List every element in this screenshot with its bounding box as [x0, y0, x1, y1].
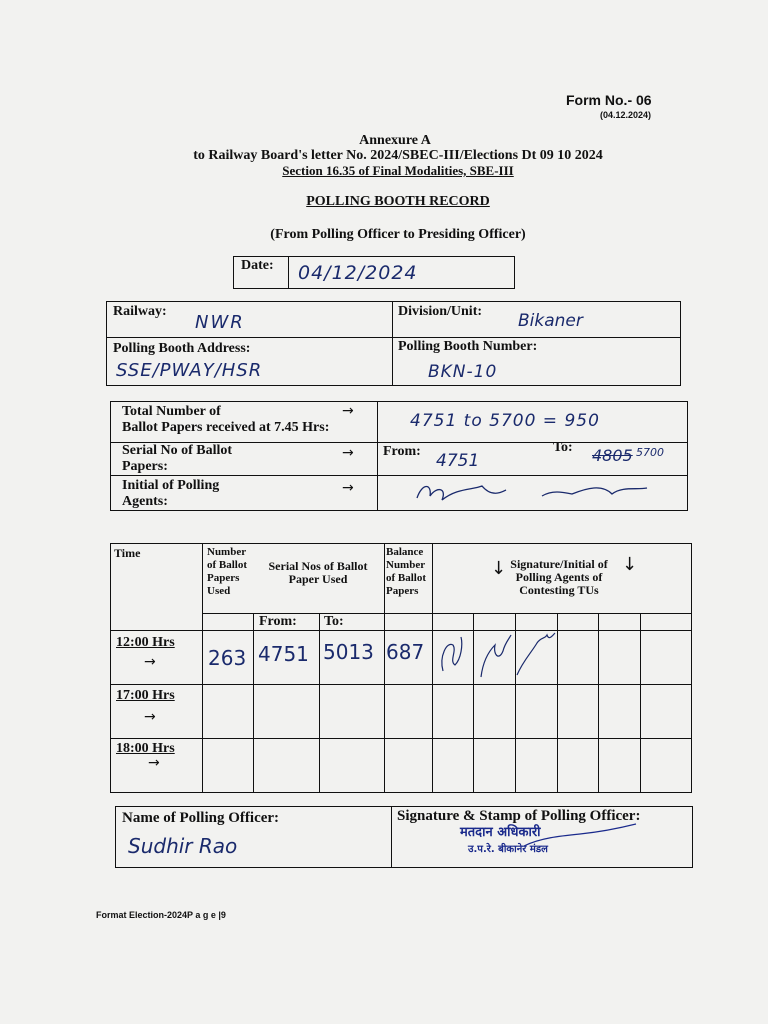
railway-value[interactable]: NWR: [195, 312, 245, 333]
division-label: Division/Unit:: [398, 304, 483, 319]
row-time: 17:00 Hrs: [116, 688, 175, 703]
serial-to-struck-value: 4805: [592, 446, 633, 465]
serial-from-label: From:: [383, 444, 421, 459]
header-from: From:: [259, 614, 297, 629]
total-ballots-label: Total Number of Ballot Papers received at 7.45 Hrs:: [122, 404, 330, 435]
stamp-line-1: मतदान अधिकारी: [460, 825, 541, 840]
serial-from-value[interactable]: 4751: [436, 451, 480, 471]
form-number: Form No.- 06: [566, 92, 652, 108]
officer-name-label: Name of Polling Officer:: [122, 810, 280, 826]
date-value[interactable]: 04/12/2024: [298, 262, 418, 284]
agent-signatures: [412, 478, 662, 508]
arrow-icon: →: [148, 755, 160, 771]
arrow-icon: →: [342, 445, 354, 461]
arrow-icon: →: [342, 480, 354, 496]
row-to[interactable]: 5013: [323, 640, 374, 664]
arrow-icon: →: [144, 709, 156, 725]
serial-ballots-label: Serial No of Ballot Papers:: [122, 443, 233, 474]
officer-signature: [520, 818, 640, 858]
arrow-icon: →: [144, 654, 156, 670]
booth-number-value[interactable]: BKN-10: [428, 362, 498, 382]
officer-signature-label: Signature & Stamp of Polling Officer:: [397, 808, 641, 824]
header-to: To:: [324, 614, 344, 629]
section-reference: Section 16.35 of Final Modalities, SBE-III: [282, 163, 514, 178]
booth-number-label: Polling Booth Number:: [398, 339, 538, 354]
down-arrow-icon: ↓: [622, 554, 638, 575]
row-used[interactable]: 263: [208, 646, 247, 670]
date-label: Date:: [241, 258, 274, 273]
page-footer: Format Election-2024P a g e |9: [96, 910, 226, 920]
row-time: 18:00 Hrs: [116, 741, 175, 756]
header-signature: Signature/Initial of Polling Agents of Contesting TUs: [510, 557, 608, 597]
row-time: 12:00 Hrs: [116, 635, 175, 650]
header-number-used: Number of Ballot Papers Used: [207, 546, 248, 597]
down-arrow-icon: ↓: [491, 558, 507, 579]
header-serial-used: Serial Nos of Ballot Paper Used: [268, 559, 368, 586]
row-from[interactable]: 4751: [258, 642, 309, 666]
agent-initials-label: Initial of Polling Agents:: [122, 478, 220, 509]
header-balance: Balance Number of Ballot Papers: [386, 546, 427, 597]
total-ballots-value[interactable]: 4751 to 5700 = 950: [410, 411, 600, 431]
header-time: Time: [114, 546, 141, 560]
row-signatures: [433, 631, 557, 683]
form-date: (04.12.2024): [600, 110, 652, 120]
railway-label: Railway:: [113, 304, 167, 319]
page-title: POLLING BOOTH RECORD: [306, 194, 490, 209]
booth-address-label: Polling Booth Address:: [113, 341, 251, 356]
annexure-title: Annexure A: [359, 133, 431, 148]
officer-name-value[interactable]: Sudhir Rao: [128, 834, 238, 858]
row-balance[interactable]: 687: [386, 640, 425, 664]
division-value[interactable]: Bikaner: [518, 311, 583, 331]
serial-to-label: To:: [553, 440, 573, 455]
stamp-line-2: उ.प.रे. बीकानेर मंडल: [468, 844, 548, 855]
letter-reference: to Railway Board's letter No. 2024/SBEC-III/Elections Dt 09 10 2024: [193, 148, 603, 163]
booth-address-value[interactable]: SSE/PWAY/HSR: [116, 360, 263, 381]
arrow-icon: →: [342, 403, 354, 419]
page-subtitle: (From Polling Officer to Presiding Officer): [270, 227, 526, 242]
serial-to-value[interactable]: 5700: [636, 446, 664, 459]
